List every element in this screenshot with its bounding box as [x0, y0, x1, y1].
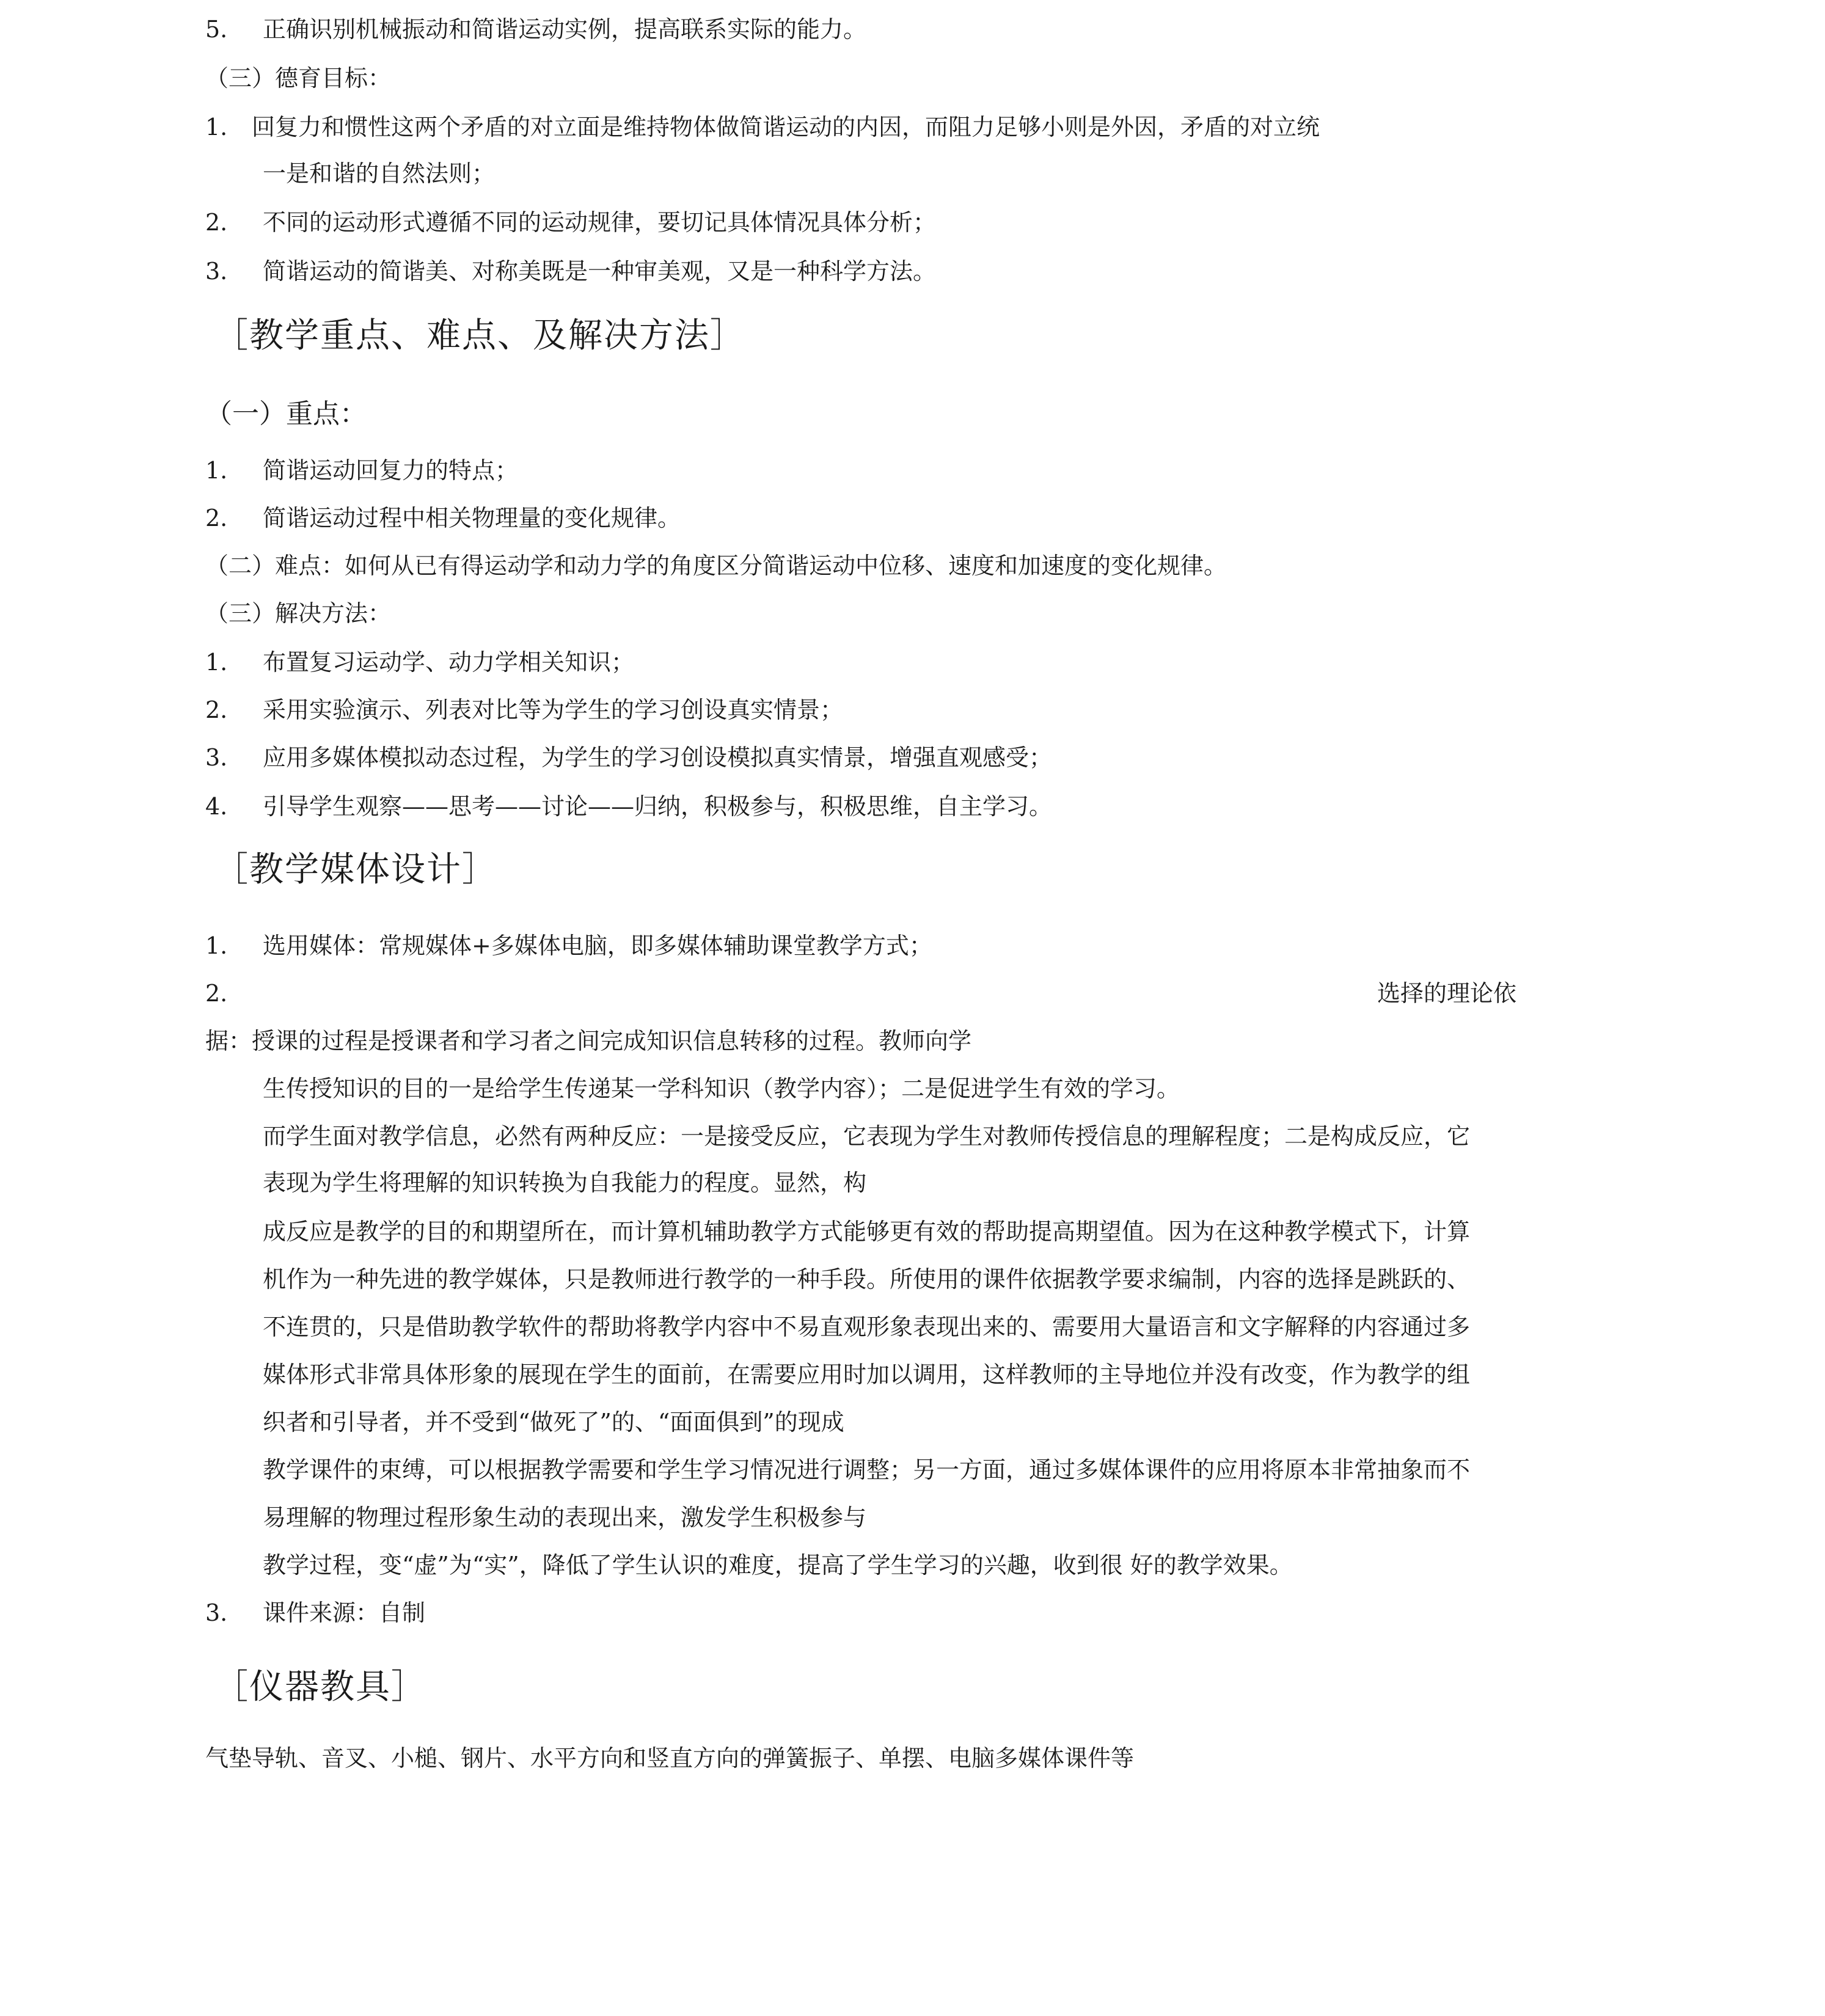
- list-number: 2.: [205, 980, 228, 1007]
- paragraph-line: 易理解的物理过程形象生动的表现出来，激发学生积极参与: [263, 1504, 867, 1531]
- list-number: 2.: [205, 696, 228, 723]
- list-item-text: 引导学生观察——思考——讨论——归纳，积极参与，积极思维，自主学习。: [263, 793, 1053, 820]
- list-number: 4.: [205, 793, 228, 820]
- section-heading-keypoints: ［教学重点、难点、及解决方法］: [214, 316, 745, 356]
- list-item-text: 应用多媒体模拟动态过程，为学生的学习创设模拟真实情景，增强直观感受；: [263, 744, 1053, 771]
- list-item-text: 简谐运动过程中相关物理量的变化规律。: [263, 505, 681, 531]
- paragraph-line: 不连贯的，只是借助教学软件的帮助将教学内容中不易直观形象表现出来的、需要用大量语言和文字解释的内容通过多: [263, 1313, 1471, 1340]
- moral-goals-title: （三）德育目标：: [205, 65, 392, 92]
- list-number: 2.: [205, 505, 228, 531]
- paragraph-line: 教学过程，变“虚”为“实”，降低了学生认识的难度，提高了学生学习的兴趣，收到很 好的教学效果。: [263, 1552, 1293, 1579]
- list-item-text: 回复力和惯性这两个矛盾的对立面是维持物体做简谐运动的内因，而阻力足够小则是外因，矛盾的对立统: [252, 114, 1320, 141]
- paragraph-line: 机作为一种先进的教学媒体，只是教师进行教学的一种手段。所使用的课件依据教学要求编制，内容的选择是跳跃的、: [263, 1266, 1471, 1293]
- list-item-text: 选用媒体：常规媒体+多媒体电脑，即多媒体辅助课堂教学方式；: [263, 932, 932, 959]
- difficulty-text: （二）难点：如何从已有得运动学和动力学的角度区分简谐运动中位移、速度和加速度的变化规律。: [205, 552, 1227, 579]
- list-item-text: 课件来源：自制: [263, 1599, 426, 1626]
- paragraph-line: 生传授知识的目的一是给学生传递某一学科知识（教学内容）；二是促进学生有效的学习。: [263, 1075, 1180, 1102]
- list-number: 2.: [205, 209, 228, 236]
- list-item-text: 简谐运动回复力的特点；: [263, 457, 519, 484]
- methods-title: （三）解决方法：: [205, 600, 392, 627]
- list-item-text: 正确识别机械振动和简谐运动实例，提高联系实际的能力。: [263, 16, 867, 43]
- section-heading-media: ［教学媒体设计］: [214, 850, 497, 889]
- list-item-text-continued: 一是和谐的自然法则；: [263, 160, 496, 187]
- list-item-text: 不同的运动形式遵循不同的运动规律，要切记具体情况具体分析；: [263, 209, 937, 236]
- list-number: 1.: [205, 649, 228, 676]
- list-number: 3.: [205, 1599, 228, 1626]
- list-item-text-right: 选择的理论依: [1377, 980, 1517, 1007]
- list-item-text: 简谐运动的简谐美、对称美既是一种审美观，又是一种科学方法。: [263, 258, 937, 285]
- list-number: 1.: [205, 457, 228, 484]
- list-item-text: 布置复习运动学、动力学相关知识；: [263, 649, 635, 676]
- list-number: 5.: [205, 16, 228, 43]
- section-heading-equipment: ［仪器教具］: [214, 1667, 426, 1707]
- focus-title: （一）重点：: [205, 398, 367, 429]
- list-number: 3.: [205, 258, 228, 285]
- equipment-text: 气垫导轨、音叉、小槌、钢片、水平方向和竖直方向的弹簧振子、单摆、电脑多媒体课件等: [205, 1745, 1135, 1772]
- paragraph-line: 成反应是教学的目的和期望所在，而计算机辅助教学方式能够更有效的帮助提高期望值。因为在这种教学模式下，计算: [263, 1218, 1471, 1245]
- paragraph-line: 表现为学生将理解的知识转换为自我能力的程度。显然，构: [263, 1169, 867, 1196]
- paragraph-line: 织者和引导者，并不受到“做死了”的、“面面俱到”的现成: [263, 1409, 844, 1436]
- list-number: 1.: [205, 932, 228, 959]
- list-number: 3.: [205, 744, 228, 771]
- paragraph-line: 教学课件的束缚，可以根据教学需要和学生学习情况进行调整；另一方面，通过多媒体课件的应用将原本非常抽象而不: [263, 1456, 1471, 1483]
- paragraph-line: 媒体形式非常具体形象的展现在学生的面前，在需要应用时加以调用，这样教师的主导地位并没有改变，作为教学的组: [263, 1361, 1471, 1388]
- paragraph-line: 据：授课的过程是授课者和学习者之间完成知识信息转移的过程。教师向学: [205, 1028, 972, 1054]
- list-item-text: 采用实验演示、列表对比等为学生的学习创设真实情景；: [263, 696, 844, 723]
- paragraph-line: 而学生面对教学信息，必然有两种反应：一是接受反应，它表现为学生对教师传授信息的理解程度；二是构成反应，它: [263, 1123, 1471, 1150]
- list-number: 1.: [205, 114, 228, 141]
